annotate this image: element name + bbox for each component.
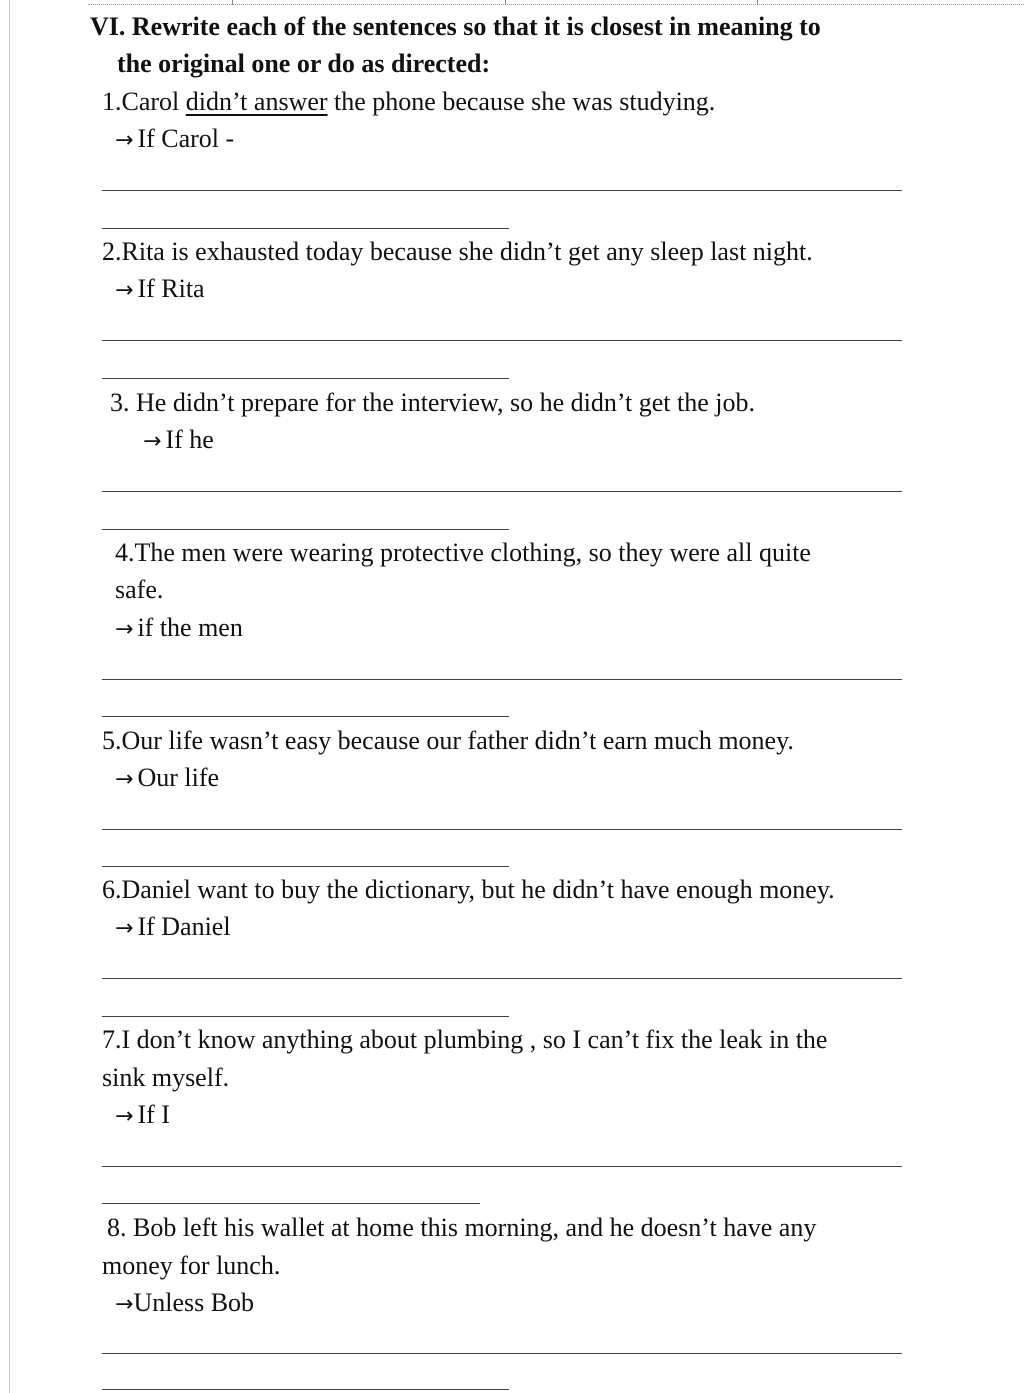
prompt-text: If Daniel: [137, 912, 231, 941]
answer-line[interactable]: [102, 529, 509, 530]
arrow-icon: →: [115, 916, 134, 941]
heading-line-1: VI. Rewrite each of the sentences so that it is closest in meaning to: [90, 12, 821, 41]
answer-line[interactable]: [102, 978, 902, 979]
question-7-sentence-line-1: [102, 1021, 827, 1058]
prompt-text: Our life: [137, 763, 220, 792]
answer-line[interactable]: [102, 866, 509, 867]
answer-line[interactable]: [102, 1353, 902, 1354]
arrow-icon: →: [115, 1104, 134, 1129]
question-5-sentence: [102, 722, 794, 759]
prompt-text: if the men: [137, 613, 243, 642]
question-number: 5.: [102, 726, 122, 755]
question-2-sentence: [102, 233, 813, 270]
arrow-icon: →: [115, 1292, 134, 1317]
heading-line-2: the original one or do as directed:: [117, 49, 491, 78]
question-2-prompt: [115, 270, 205, 309]
sentence-text: the phone because she was studying.: [327, 87, 716, 116]
question-4-sentence-line-1: [115, 534, 811, 571]
sentence-text: Carol: [121, 87, 186, 116]
sentence-text: Our life wasn’t easy because our father didn’t earn much money.: [121, 726, 794, 755]
answer-line[interactable]: [102, 340, 902, 341]
prompt-text: Unless Bob: [133, 1288, 255, 1317]
border-tick: [757, 0, 758, 5]
sentence-text: Rita is exhausted today because she didn’t get any sleep last night.: [121, 237, 813, 266]
question-1-sentence: [102, 83, 715, 120]
question-number: 6.: [102, 875, 122, 904]
answer-line[interactable]: [102, 190, 902, 191]
border-tick: [505, 0, 506, 5]
sentence-text: He didn’t prepare for the interview, so he didn’t get the job.: [129, 388, 756, 417]
section-heading: [90, 8, 920, 82]
arrow-icon: →: [115, 278, 134, 303]
question-3-sentence: [110, 384, 755, 421]
prompt-text: If Rita: [137, 274, 205, 303]
arrow-icon: →: [143, 429, 162, 454]
question-6-sentence: [102, 871, 835, 908]
top-dotted-border: [88, 4, 1024, 5]
sentence-text: The men were wearing protective clothing, so they were all quite: [134, 538, 811, 567]
prompt-text: If Carol -: [137, 124, 235, 153]
question-number: 4.: [115, 538, 135, 567]
question-8-sentence-line-1: [107, 1209, 816, 1246]
question-8-prompt: [115, 1284, 254, 1323]
page-margin-line: [9, 0, 10, 1393]
underlined-phrase: didn’t answer: [185, 87, 328, 116]
prompt-text: If he: [165, 425, 214, 454]
sentence-text: I don’t know anything about plumbing , so I can’t fix the leak in the: [121, 1025, 828, 1054]
arrow-icon: →: [115, 128, 134, 153]
question-4-sentence-line-2: safe.: [115, 575, 164, 604]
prompt-text: If I: [137, 1100, 170, 1129]
question-4-prompt: [115, 609, 243, 648]
question-number: 8.: [107, 1213, 127, 1242]
sentence-text: Bob left his wallet at home this morning, and he doesn’t have any: [126, 1213, 817, 1242]
question-6-prompt: [115, 908, 231, 947]
answer-line[interactable]: [102, 378, 509, 379]
question-number: 3.: [110, 388, 130, 417]
question-number: 7.: [102, 1025, 122, 1054]
question-5-prompt: [115, 759, 219, 798]
question-number: 1.: [102, 87, 122, 116]
question-3-prompt: [143, 421, 214, 460]
answer-line[interactable]: [102, 716, 509, 717]
arrow-icon: →: [115, 767, 134, 792]
arrow-icon: →: [115, 617, 134, 642]
border-tick: [232, 0, 233, 5]
question-number: 2.: [102, 237, 122, 266]
question-8-sentence-line-2: money for lunch.: [102, 1251, 281, 1280]
answer-line[interactable]: [102, 1166, 902, 1167]
answer-line[interactable]: [102, 829, 902, 830]
question-1-prompt: [115, 120, 234, 159]
answer-line[interactable]: [102, 491, 902, 492]
question-7-prompt: [115, 1096, 170, 1135]
answer-line[interactable]: [102, 1016, 509, 1017]
answer-line[interactable]: [102, 679, 902, 680]
answer-line[interactable]: [102, 1203, 480, 1204]
answer-line[interactable]: [102, 228, 509, 229]
answer-line[interactable]: [102, 1389, 509, 1390]
sentence-text: Daniel want to buy the dictionary, but he didn’t have enough money.: [121, 875, 835, 904]
question-7-sentence-line-2: sink myself.: [102, 1063, 230, 1092]
